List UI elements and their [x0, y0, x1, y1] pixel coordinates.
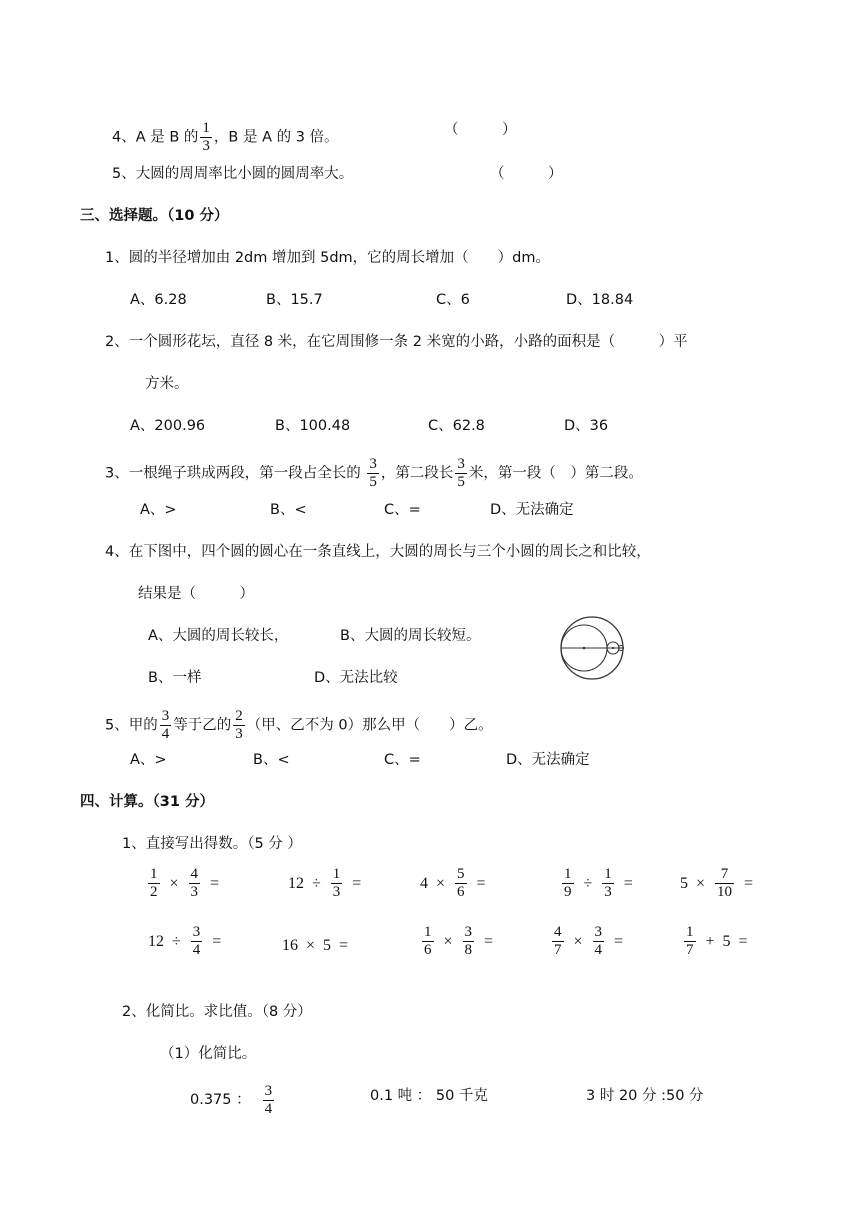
fraction: $\frac{1}{3}$ [202, 120, 210, 154]
subsection-title: 2、化简比。求比值。（8 分） [122, 1004, 312, 1020]
option[interactable]: B、100.48 [275, 418, 351, 434]
option[interactable]: C、6 [436, 292, 470, 308]
circles-figure [558, 614, 630, 684]
option[interactable]: D、18.84 [566, 292, 634, 308]
mc-question-1: 1、圆的半径增加由 2dm 增加到 5dm，它的周长增加（ ）dm。 [105, 250, 550, 266]
subsection-title: 1、直接写出得数。（5 分 ） [122, 836, 302, 852]
calc-item: 12 ÷ $\frac{3}{4}$ = [148, 924, 222, 958]
option[interactable]: C、= [384, 502, 421, 518]
answer-paren[interactable]: （ ） [444, 122, 517, 138]
option[interactable]: A、> [130, 752, 167, 768]
option[interactable]: C、62.8 [428, 418, 485, 434]
calc-item: 12 ÷ $\frac{1}{3}$ = [288, 866, 362, 900]
calc-item: 4 × $\frac{5}{6}$ = [420, 866, 486, 900]
calc-item: $\frac{1}{6}$ × $\frac{3}{8}$ = [424, 924, 494, 958]
calc-item: 16 × 5 = [282, 937, 349, 954]
option[interactable]: B、15.7 [266, 292, 323, 308]
fraction: $\frac{3}{4}$ [161, 708, 170, 742]
option[interactable]: A、> [140, 502, 177, 518]
ratio-item: 0.375 ： $\frac{3}{4}$ [190, 1082, 273, 1117]
subsection-label: （1）化简比。 [160, 1046, 257, 1062]
ratio-item: 0.1 吨 ： 50 千克 [370, 1088, 488, 1104]
option[interactable]: B、大圆的周长较短。 [340, 628, 481, 644]
mc-question-4: 4、在下图中，四个圆的圆心在一条直线上，大圆的周长与三个小圆的周长之和比较， [105, 544, 651, 560]
option[interactable]: D、无法确定 [490, 502, 574, 518]
mc-question-4-cont: 结果是（ ） [138, 586, 254, 602]
option[interactable]: B、一样 [148, 670, 202, 686]
ratio-item: 3 时 20 分 :50 分 [586, 1088, 704, 1104]
option[interactable]: A、大圆的周长较长， [148, 628, 289, 644]
option[interactable]: D、36 [564, 418, 609, 434]
mc-question-5: 5、甲的 $\frac{3}{4}$ 等于乙的 $\frac{2}{3}$ （甲、乙不为 0）那么甲（ ）乙。 [105, 708, 493, 742]
option[interactable]: D、无法确定 [506, 752, 590, 768]
option[interactable]: B、< [270, 502, 307, 518]
mc-question-3: 3、一根绳子珙成两段，第一段占全长的 $\frac{3}{5}$ ，第二段长 $\frac{3}{5}$ 米，第一段（ ）第二段。 [105, 456, 643, 490]
option[interactable]: B、< [253, 752, 290, 768]
option[interactable]: D、无法比较 [314, 670, 398, 686]
tf-question-4: 4、A 是 B 的 $\frac{1}{3}$ ，B 是 A 的 3 倍。 [112, 120, 339, 154]
calc-item: $\frac{1}{9}$ ÷ $\frac{1}{3}$ = [564, 866, 633, 900]
section-heading: 三、选择题。（10 分） [80, 208, 229, 224]
tf-question-5: 5、大圆的周周率比小圆的圆周率大。 [112, 166, 354, 182]
option[interactable]: C、= [384, 752, 421, 768]
calc-item: 5 × $\frac{7}{10}$ = [680, 866, 754, 900]
mc-question-2: 2、一个圆形花坛，直径 8 米，在它周围修一条 2 米宽的小路，小路的面积是（ ）平 [105, 334, 688, 350]
fraction: $\frac{2}{3}$ [235, 708, 243, 742]
mc-question-2-cont: 方米。 [145, 376, 189, 392]
fraction: $\frac{3}{5}$ [457, 456, 465, 490]
fraction: $\frac{3}{5}$ [369, 456, 377, 490]
section-heading: 四、计算。（31 分） [80, 794, 214, 810]
calc-item: $\frac{1}{7}$ + 5 = [686, 924, 748, 958]
answer-paren[interactable]: （ ） [490, 166, 563, 182]
option[interactable]: A、200.96 [130, 418, 206, 434]
calc-item: $\frac{4}{7}$ × $\frac{3}{4}$ = [554, 924, 624, 958]
option[interactable]: A、6.28 [130, 292, 187, 308]
calc-item: $\frac{1}{2}$ × $\frac{4}{3}$ = [150, 866, 220, 900]
